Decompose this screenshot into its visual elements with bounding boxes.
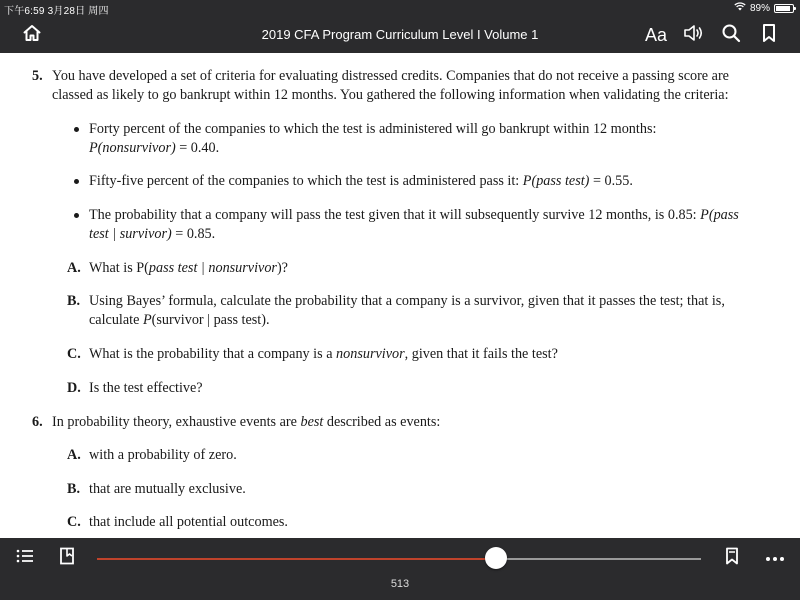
bullet-icon <box>74 213 79 218</box>
bullet-3-line1 <box>89 206 739 225</box>
question-6-stem <box>52 413 440 432</box>
option-a-letter: A. <box>67 260 81 276</box>
more-options-button[interactable] <box>762 546 788 570</box>
option-c-italic: nonsurvivor <box>336 346 405 362</box>
search-button[interactable] <box>718 23 744 47</box>
question-6-number: 6. <box>32 414 43 430</box>
progress-track-read <box>97 558 496 560</box>
wifi-icon <box>734 2 746 14</box>
status-right <box>734 2 794 14</box>
list-icon <box>16 548 34 569</box>
bullet-2-text: Fifty-five percent of the companies to which the test is administered pass it: <box>89 173 523 189</box>
bullet-3-line2 <box>89 225 215 244</box>
option-b-calc: calculate <box>89 312 143 328</box>
bookmark-icon <box>761 23 777 48</box>
bullet-3-value: = 0.85. <box>171 226 216 242</box>
status-bar <box>0 0 800 17</box>
option-b-letter: B. <box>67 293 81 309</box>
bullet-icon <box>74 179 79 184</box>
q6-option-c-letter: C. <box>67 514 81 530</box>
battery-fill <box>776 6 790 11</box>
page-flip-icon <box>59 547 75 570</box>
question-6-stem-start: In probability theory, exhaustive events are <box>52 414 301 430</box>
option-b-line1: Using Bayes’ formula, calculate the probability that a company is a survivor, given that it passes the test; that is, <box>89 293 725 309</box>
q6-option-b-text: that are mutually exclusive. <box>89 481 246 497</box>
q6-option-a-letter: A. <box>67 447 81 463</box>
question-6-stem-end: described as events: <box>323 414 441 430</box>
battery-icon <box>774 4 794 13</box>
question-5-stem-line1: You have developed a set of criteria for evaluating distressed credits. Companies that do not receive a passing score are <box>52 68 729 84</box>
bullet-3-text: The probability that a company will pass the test given that it will subsequently survive 12 months, is 0.85: <box>89 207 701 223</box>
speaker-icon <box>682 23 704 48</box>
table-of-contents-button[interactable] <box>12 546 38 570</box>
battery-percent: 89% <box>749 2 770 14</box>
bullet-1-line1: Forty percent of the companies to which the test is administered will go bankrupt within 12 months: <box>89 121 657 137</box>
option-c-letter: C. <box>67 346 81 362</box>
more-icon <box>765 549 785 567</box>
bullet-3-formula-end: test | survivor) <box>89 226 172 242</box>
option-c-end: , given that it fails the test? <box>404 346 558 362</box>
search-icon <box>721 23 741 48</box>
status-time-date: 下午6:59 3月28日 周四 <box>4 6 109 17</box>
bookmark-outline-icon <box>725 547 739 570</box>
q6-option-a-text: with a probability of zero. <box>89 447 237 463</box>
option-b-line2 <box>89 311 270 330</box>
bookmark-list-button[interactable] <box>719 546 745 570</box>
bullet-3-formula-start: P(pass <box>700 207 739 223</box>
read-aloud-button[interactable] <box>680 23 706 47</box>
q6-option-c-text: that include all potential outcomes. <box>89 514 288 530</box>
option-b-p: P <box>142 312 152 328</box>
page-slider-thumb[interactable] <box>485 547 507 569</box>
font-settings-button[interactable]: Aa <box>644 24 668 45</box>
bullet-2-value: = 0.55. <box>589 173 633 189</box>
book-page-content <box>0 53 800 538</box>
option-d-letter: D. <box>67 380 81 396</box>
bullet-1-line2 <box>89 139 219 158</box>
option-a-start: What is P( <box>89 260 149 276</box>
bullet-2-line1 <box>89 172 633 191</box>
top-toolbar <box>0 17 800 53</box>
question-5-number: 5. <box>32 68 43 84</box>
q6-option-b-letter: B. <box>67 481 81 497</box>
question-6-stem-italic: best <box>300 414 324 430</box>
bullet-1-value: = 0.40. <box>175 140 220 156</box>
bottom-toolbar <box>0 538 800 600</box>
option-a-text <box>89 259 288 278</box>
question-5-stem-line2: classed as likely to go bankrupt within 12 months. You gathered the following information when validating the criteria: <box>52 87 729 103</box>
option-d-text: Is the test effective? <box>89 380 203 396</box>
option-b-formula: (survivor | pass test). <box>151 312 270 328</box>
bullet-2-formula: P(pass test) <box>522 173 590 189</box>
option-c-start: What is the probability that a company is a <box>89 346 337 362</box>
progress-track-remaining <box>496 558 701 560</box>
option-a-end: )? <box>276 260 288 276</box>
page-navigation-button[interactable] <box>54 546 80 570</box>
option-c-text <box>89 345 558 364</box>
option-a-formula: pass test | nonsurvivor <box>148 260 277 276</box>
bookmark-button[interactable] <box>756 23 782 47</box>
page-number: 513 <box>390 578 410 590</box>
bullet-1-formula: P(nonsurvivor) <box>89 140 176 156</box>
bullet-icon <box>74 127 79 132</box>
book-title: 2019 CFA Program Curriculum Level I Volume 1 <box>261 27 539 42</box>
